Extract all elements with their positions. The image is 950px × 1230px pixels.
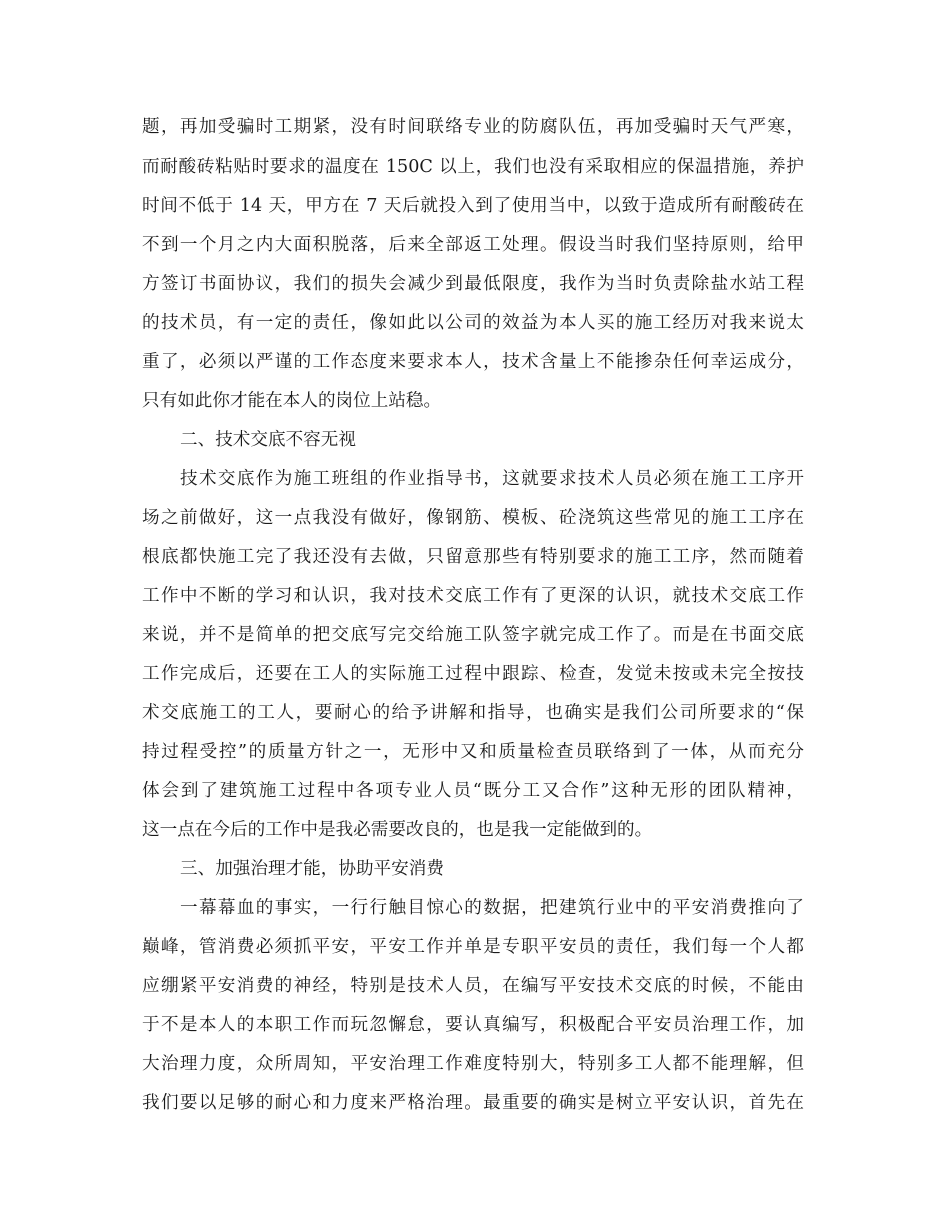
text-line: 术交底施工的工人，要耐心的给予讲解和指导，也确实是我们公司所要求的“保 [142,703,804,723]
text-line: 应绷紧平安消费的神经，特别是技术人员，在编写平安技术交底的时候，不能由 [142,976,804,996]
text-line: 于不是本人的本职工作而玩忽懈怠，要认真编写，积极配合平安员治理工作，加 [142,1015,804,1035]
text-line: 我们要以足够的耐心和力度来严格治理。最重要的确实是树立平安认识，首先在 [142,1093,804,1113]
text-line: 工作中不断的学习和认识，我对技术交底工作有了更深的认识，就技术交底工作 [142,586,804,606]
section-heading: 二、技术交底不容无视 [180,430,356,450]
text-line: 巅峰，管消费必须抓平安，平安工作并单是专职平安员的责任，我们每一个人都 [142,937,804,957]
text-line: 不到一个月之内大面积脱落，后来全部返工处理。假设当时我们坚持原则，给甲 [142,235,804,255]
text-line: 工作完成后，还要在工人的实际施工过程中跟踪、检查，发觉未按或未完全按技 [142,664,804,684]
text-line: 这一点在今后的工作中是我必需要改良的，也是我一定能做到的。 [142,820,653,840]
text-line: 体会到了建筑施工过程中各项专业人员“既分工又合作”这种无形的团队精神， [142,781,804,801]
text-line: 持过程受控”的质量方针之一，无形中又和质量检查员联络到了一体，从而充分 [142,742,804,762]
text-line: 场之前做好，这一点我没有做好，像钢筋、模板、砼浇筑这些常见的施工工序在 [142,508,804,528]
text-line: 一幕幕血的事实，一行行触目惊心的数据，把建筑行业中的平安消费推向了 [180,898,804,918]
section-heading: 三、加强治理才能，协助平安消费 [180,859,444,879]
text-line: 重了，必须以严谨的工作态度来要求本人，技术含量上不能掺杂任何幸运成分， [142,352,804,372]
text-line: 的技术员，有一定的责任，像如此以公司的效益为本人买的施工经历对我来说太 [142,313,804,333]
text-line: 题，再加受骗时工期紧，没有时间联络专业的防腐队伍，再加受骗时天气严寒， [142,117,804,137]
text-line: 技术交底作为施工班组的作业指导书，这就要求技术人员必须在施工工序开 [180,469,804,489]
text-line: 根底都快施工完了我还没有去做，只留意那些有特别要求的施工工序，然而随着 [142,547,804,567]
text-line: 方签订书面协议，我们的损失会减少到最低限度，我作为当时负责除盐水站工程 [142,274,804,294]
text-line: 只有如此你才能在本人的岗位上站稳。 [142,391,442,411]
text-line: 大治理力度，众所周知，平安治理工作难度特别大，特别多工人都不能理解，但 [142,1054,804,1074]
text-line: 来说，并不是简单的把交底写完交给施工队签字就完成工作了。而是在书面交底 [142,625,804,645]
text-line: 时间不低于 14 天，甲方在 7 天后就投入到了使用当中，以致于造成所有耐酸砖在 [142,196,804,216]
text-line: 而耐酸砖粘贴时要求的温度在 150C 以上，我们也没有采取相应的保温措施，养护 [142,157,804,177]
